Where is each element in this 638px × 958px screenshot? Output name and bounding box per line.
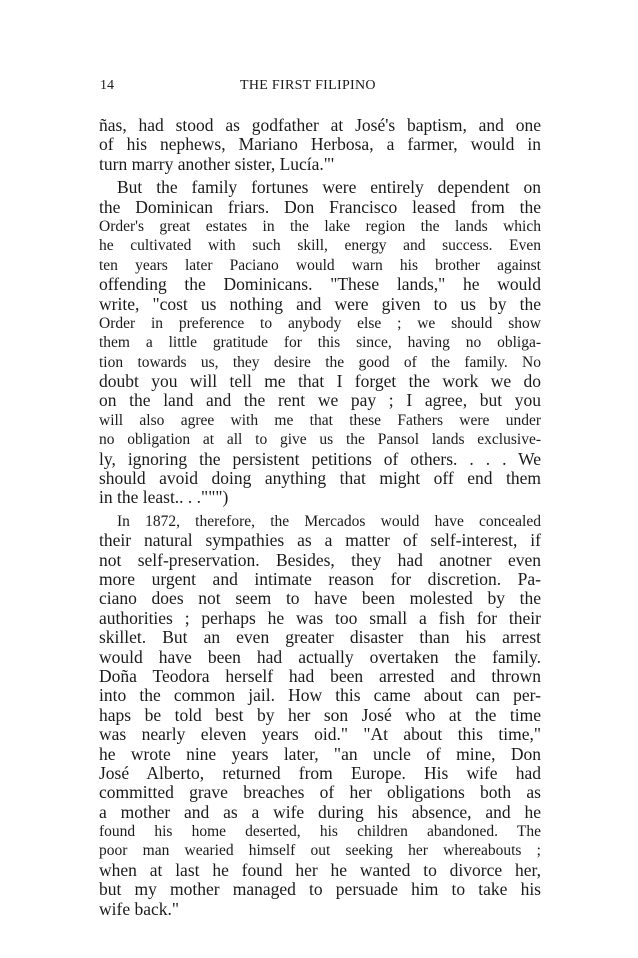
page-header bbox=[100, 78, 540, 100]
text-line: was nearly eleven years oid." "At about this time," bbox=[99, 724, 541, 745]
text-line: write, "cost us nothing and were given to us by the bbox=[99, 293, 541, 314]
text-line: tion towards us, they desire the good of the family. No bbox=[99, 353, 541, 371]
text-line: he cultivated with such skill, energy and success. Even bbox=[99, 237, 541, 255]
text-line: in the least.. . .""") bbox=[99, 487, 229, 508]
text-line: but my mother managed to persuade him to take his bbox=[99, 879, 541, 900]
text-line: ñas, had stood as godfather at José's baptism, and one bbox=[99, 115, 541, 135]
text-line: found his home deserted, his children abandoned. The bbox=[99, 823, 541, 841]
text-line: ten years later Paciano would warn his brother against bbox=[99, 256, 541, 274]
running-head: THE FIRST FILIPINO bbox=[240, 78, 376, 93]
page-number: 14 bbox=[100, 78, 114, 93]
body-text bbox=[99, 116, 541, 919]
text-line: more urgent and intimate reason for discretion. Pa- bbox=[99, 568, 541, 589]
text-line: no obligation at all to give us the Pansol lands exclusive- bbox=[99, 431, 541, 449]
text-line: doubt you will tell me that I forget the work we do bbox=[99, 371, 541, 392]
text-line: not self-preservation. Besides, they had anotner even bbox=[99, 549, 541, 570]
text-line: Order in preference to anybody else ; we should show bbox=[99, 314, 541, 332]
text-line: should avoid doing anything that might off end them bbox=[99, 468, 541, 489]
text-line: of his nephews, Mariano Herbosa, a farmer, would in bbox=[99, 134, 541, 155]
text-line: he wrote nine years later, "an uncle of mine, Don bbox=[99, 743, 541, 764]
text-line: on the land and the rent we pay ; I agree, but you bbox=[99, 390, 541, 411]
text-line: authorities ; perhaps he was too small a fish for their bbox=[99, 607, 541, 628]
text-line: poor man wearied himself out seeking her whereabouts ; bbox=[99, 842, 541, 860]
text-line: ly, ignoring the persistent petitions of others. . . . We bbox=[99, 448, 541, 469]
paragraph bbox=[99, 512, 541, 919]
text-line: José Alberto, returned from Europe. His wife had bbox=[99, 762, 541, 783]
text-line: a mother and as a wife during his absence, and he bbox=[99, 801, 541, 822]
text-line: them a little gratitude for this since, having no obliga- bbox=[99, 334, 541, 352]
text-line: committed grave breaches of her obligations both as bbox=[99, 782, 541, 803]
text-line: Doña Teodora herself had been arrested and thrown bbox=[99, 665, 541, 686]
text-line: their natural sympathies as a matter of self-interest, if bbox=[99, 530, 541, 551]
text-line: haps be told best by her son José who at the time bbox=[99, 704, 541, 725]
text-line: Order's great estates in the lake region the lands which bbox=[99, 217, 541, 235]
text-line: skillet. But an even greater disaster than his arrest bbox=[99, 627, 541, 648]
text-line: the Dominican friars. Don Francisco leased from the bbox=[99, 196, 541, 217]
text-line: wife back." bbox=[99, 898, 180, 919]
text-line: In 1872, therefore, the Mercados would have concealed bbox=[117, 512, 541, 530]
text-line: when at last he found her he wanted to divorce her, bbox=[99, 859, 541, 880]
text-line: ciano does not seem to have been molested by the bbox=[99, 588, 541, 609]
text-line: turn marry another sister, Lucía."' bbox=[99, 153, 335, 174]
text-line: will also agree with me that these Fathers were under bbox=[99, 411, 541, 429]
text-line: offending the Dominicans. "These lands," he would bbox=[99, 274, 541, 295]
text-line: into the common jail. How this came about can per- bbox=[99, 685, 541, 706]
text-line: would have been had actually overtaken the family. bbox=[99, 646, 541, 667]
paragraph bbox=[99, 116, 541, 174]
paragraph bbox=[99, 178, 541, 508]
text-line: But the family fortunes were entirely dependent on bbox=[117, 177, 541, 198]
